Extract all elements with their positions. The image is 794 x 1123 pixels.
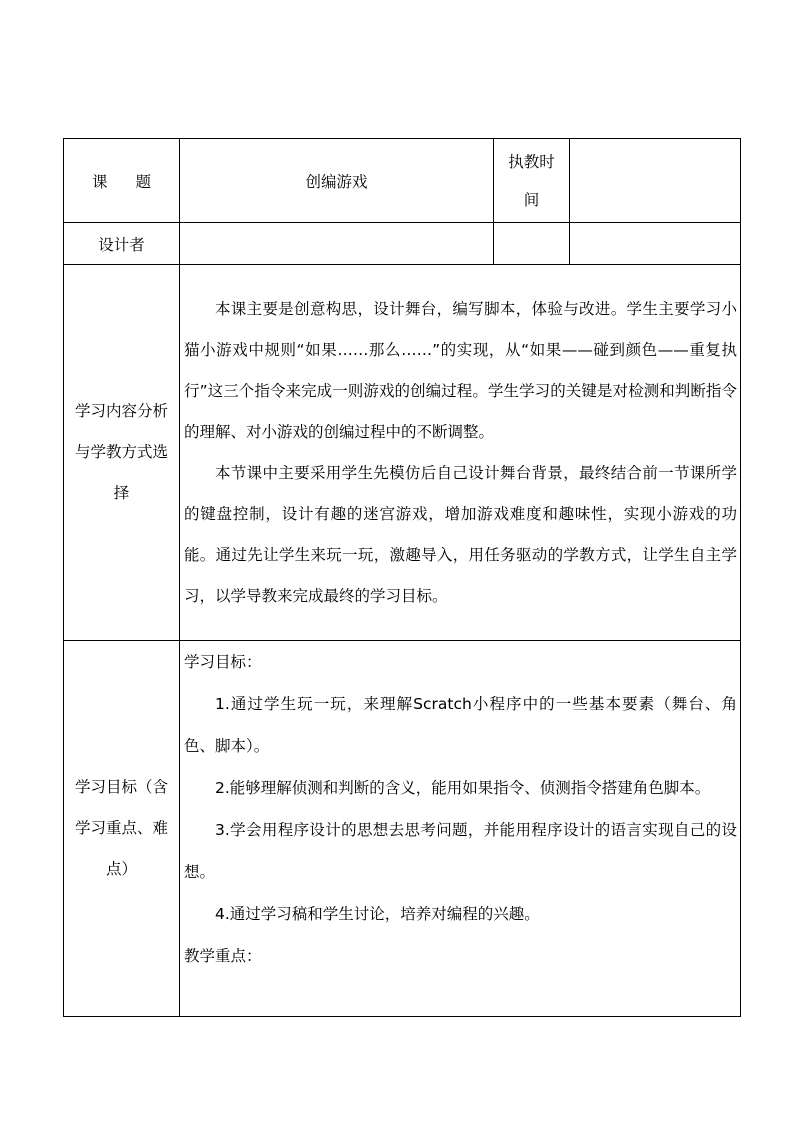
content-analysis-label-cell (64, 265, 180, 641)
content-analysis-label-line3: 择 (113, 484, 130, 502)
content-analysis-body-cell (180, 265, 741, 641)
learning-goals-label-cell (64, 641, 180, 1017)
learning-goal-2: 2.能够理解侦测和判断的含义，能用如果指令、侦测指令搭建角色脚本。 (215, 779, 711, 797)
content-analysis-paragraph-2: 本节课中主要采用学生先模仿后自己设计舞台背景，最终结合前一节课所学的键盘控制，设计有趣的迷宫游戏，增加游戏难度和趣味性，实现小游戏的功能。通过先让学生来玩一玩，激趣导入，用任务驱动的学教方式，让学生自主学习，以学导教来完成最终的学习目标。 (184, 463, 737, 605)
learning-goals-heading: 学习目标： (184, 653, 262, 671)
learning-goal-1: 1.通过学生玩一玩，来理解Scratch小程序中的一些基本要素（舞台、角色、脚本）。 (184, 695, 737, 755)
row-lesson-title (64, 139, 741, 223)
row-content-analysis (64, 265, 741, 641)
learning-goals-label-line1: 学习目标（含 (74, 778, 168, 796)
teaching-time-label-line1: 执教时 (508, 152, 555, 171)
designer-label: 设计者 (98, 235, 145, 254)
content-analysis-paragraph-1: 本课主要是创意构思，设计舞台，编写脚本，体验与改进。学生主要学习小猫小游戏中规则“如果……那么……”的实现，从“如果——碰到颜色——重复执行”这三个指令来完成一则游戏的创编过程。学生学习的关键是对检测和判断指令的理解、对小游戏的创编过程中的不断调整。 (184, 299, 737, 441)
key-points-heading: 教学重点： (184, 947, 262, 965)
designer-extra-cell-2 (570, 223, 741, 265)
learning-goals-label-line2: 学习重点、难 (74, 819, 168, 837)
lesson-title-label-cell (64, 139, 180, 223)
designer-value-cell (180, 223, 494, 265)
lesson-title-value-cell (180, 139, 494, 223)
learning-goals-body-cell (180, 641, 741, 1017)
lesson-title-label-char2: 题 (135, 172, 152, 191)
teaching-time-value-cell (570, 139, 741, 223)
lesson-plan-table (63, 138, 741, 1017)
row-learning-goals (64, 641, 741, 1017)
content-analysis-label-line1: 学习内容分析 (74, 402, 168, 420)
learning-goal-4: 4.通过学习稿和学生讨论，培养对编程的兴趣。 (215, 905, 540, 923)
teaching-time-label-line2: 间 (523, 190, 540, 209)
lesson-title-label-char1: 课 (91, 172, 108, 191)
teaching-time-label-cell (494, 139, 570, 223)
row-designer (64, 223, 741, 265)
content-analysis-label-line2: 与学教方式选 (74, 443, 168, 461)
designer-label-cell (64, 223, 180, 265)
learning-goals-label-line3: 点） (105, 860, 137, 878)
lesson-title-value: 创编游戏 (305, 172, 368, 191)
designer-extra-cell-1 (494, 223, 570, 265)
learning-goal-3: 3.学会用程序设计的思想去思考问题，并能用程序设计的语言实现自己的设想。 (184, 821, 737, 881)
